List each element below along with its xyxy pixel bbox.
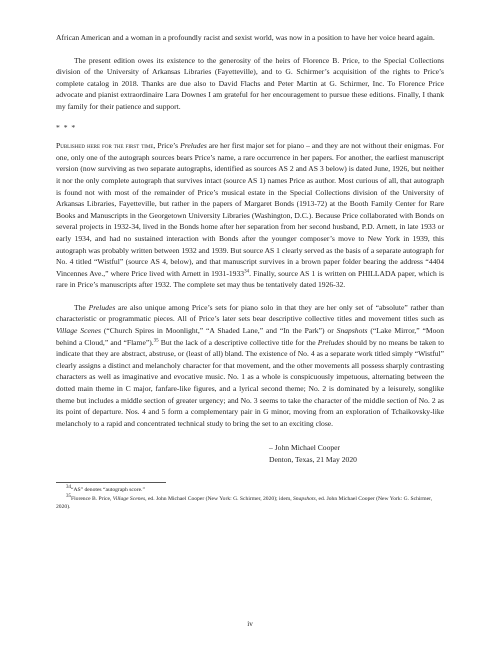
footnote-rule — [56, 482, 166, 483]
footnote-ref: 34 — [244, 269, 250, 275]
signature-place-date: Denton, Texas, 21 May 2020 — [269, 455, 357, 465]
signature-name: – John Michael Cooper — [269, 443, 341, 453]
footnote-item: $^{34}$“AS” denotes “autograph score.” — [66, 485, 145, 494]
work-title: Preludes — [317, 337, 345, 347]
preludes-character-paragraph: The Preludes are also unique among Price’s sets for piano solo in that they are her only set of “absolute” rather than characteristic or programmatic pieces. All of Price’s later sets bear descriptive collective titles and movement titles such as Village Scenes (“Church Spires in Moonlight,” “A Shaded Lane,” and “In the Park”) or Snapshots (“Lake Mirror,” “Moon behind a Cloud,” and “Flame”).$^{35}$ But the lack of a descriptive collective title for the Preludes should by no means be taken to indicate that they are abstract, abstruse, or (least of all) bland. The existence of No. 4 as a separate work titled simply “Wistful” clearly assigns a distinct and melancholy character for that movement, and the other movements all possess sharply contrasting characters as well as imaginative and evocative music. No. 1 as a whole is conspicuously impetuous, alternating between the dotted main theme in C major, fanfare-like figures, and a lyrical second theme; No. 2 is dominated by a leisurely, songlike theme but includes a middle section of greater urgency; and No. 3 seems to take the character of the middle section of No. 2 as its point of departure. Nos. 4 and 5 form a complementary pair in G minor, moving from an exploration of Tchaikovsky-like melancholy to a rapid and concentrated technical study to bring the set to an exciting close. — [56, 302, 444, 428]
section-separator: * * * — [56, 122, 77, 132]
page-number: iv — [247, 620, 253, 628]
work-title: Snapshots — [336, 326, 368, 336]
work-title: Village Scenes — [56, 326, 101, 336]
footnote-item: $^{35}$Florence B. Price, Village Scenes, ed. John Michael Cooper (New York: G. Schirmer, 2020); idem, Snapshots, ed. John Michael Cooper (New York: G. Schirmer, 2020). — [56, 493, 433, 510]
work-title: Preludes — [88, 302, 116, 312]
acknowledgments-paragraph: The present edition owes its existence to the generosity of the heirs of Florence B. Price, to the Special Collections division of the University of Arkansas Libraries (Fayetteville), and to G. Schirmer’s acquisition of the rights to Price’s complete catalog in 2018. Thanks are due also to David Flachs and Peter Martin at G. Schirmer, Inc. To Florence Price advocate and pianist extraordinaire Lara Downes I am grateful for her encouragement to pursue these editions. Finally, I thank my family for their patience and support. — [56, 55, 444, 111]
footnote-ref: 35 — [153, 338, 159, 344]
intro-paragraph-end: African American and a woman in a profoundly racist and sexist world, was now in a position to have her voice heard again. — [56, 33, 435, 42]
preludes-history-paragraph: Published here for the first time, Price’s Preludes are her first major set for piano – and they are not without their enigmas. For one, only one of the autograph sources bears Price’s name, a rare occurrence in her papers. For another, the earliest manuscript version (now surviving as two separate autographs, identified as sources AS 2 and AS 3 below) is dated June, 1926, but neither it nor the only complete autograph that survives intact (source AS 1) names Price as author. Most curious of all, that autograph is found not with most of the remainder of Price’s musical estate in the Special Collections division of the University of Arkansas Libraries, Fayetteville, but rather in the papers of Margaret Bonds (1913-72) at the Booth Family Center for Rare Books and Manuscripts in the Georgetown University Libraries (Washington, D.C.). Because Price collaborated with Bonds on several projects in 1932-34, lived in the Bonds home after her separation from her second husband, P.D. Arnett, in late 1933 or early 1934, and had no sustained interaction with Bonds after the younger composer’s move to New York in 1939, this autograph was probably written between 1932 and 1939. But source AS 1 clearly served as the basis of a separate autograph for No. 4 titled “Wistful” (source AS 4, below), and that manuscript survives in a brown paper folder bearing the address “4404 Vincennes Ave.,” where Price lived with Arnett in 1931-1933$^{34}$. Finally, source AS 1 is written on PHILLADA paper, which is rare in Price’s manuscripts after 1932. The complete set may thus be tentatively dated 1926-32. — [56, 141, 445, 290]
page-body — [56, 32, 444, 511]
paragraph-lead-smallcaps: Published here for the first time, — [56, 141, 156, 151]
work-title: Preludes — [180, 141, 207, 151]
footnotes — [56, 486, 444, 511]
